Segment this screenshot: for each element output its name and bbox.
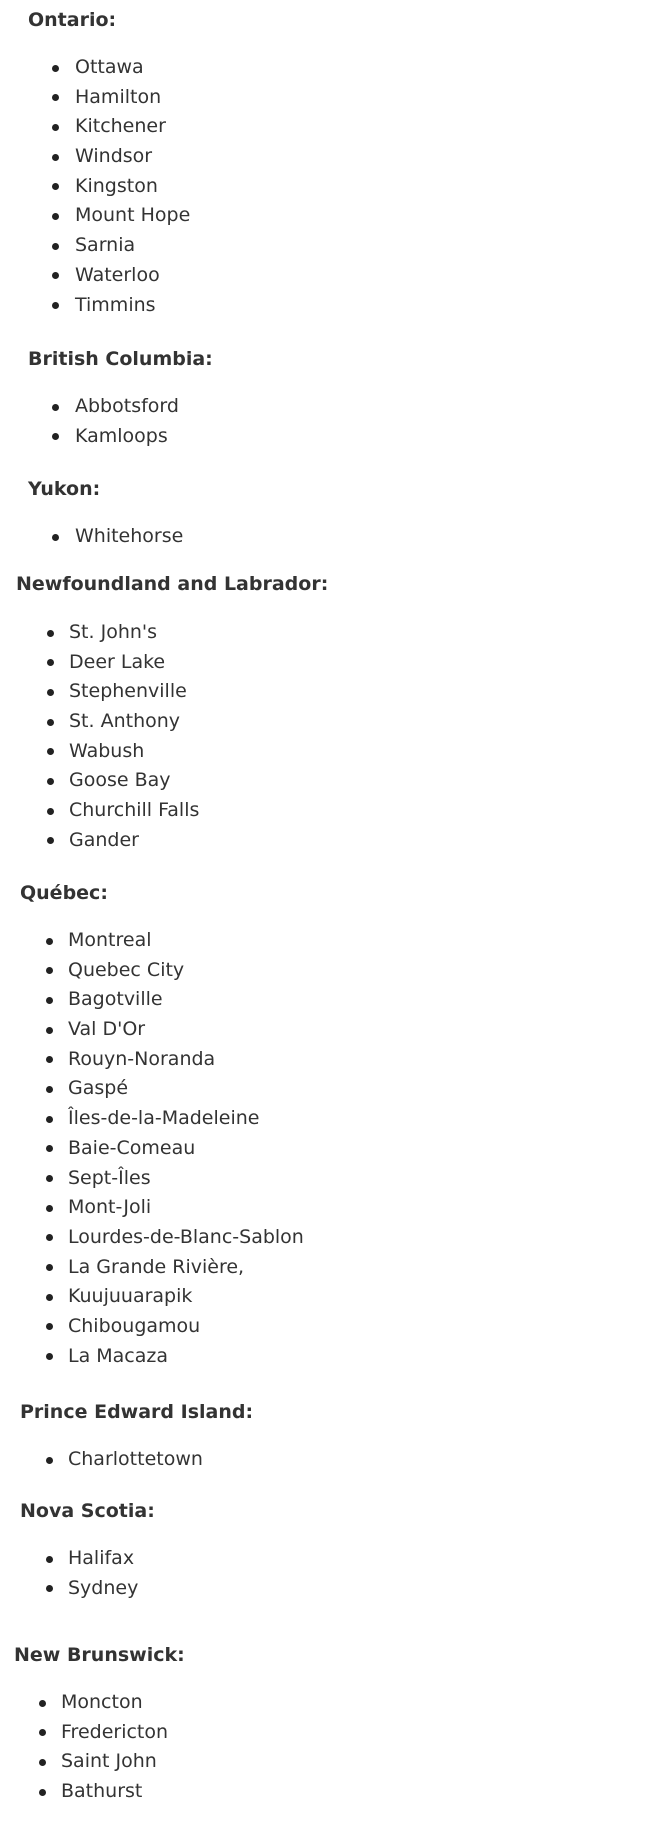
bullet-icon	[47, 837, 54, 844]
bullet-icon	[52, 94, 59, 101]
bullet-icon	[46, 1294, 53, 1301]
bullet-icon	[46, 1175, 53, 1182]
bullet-icon	[47, 659, 54, 666]
bullet-icon	[46, 1027, 53, 1034]
bullet-icon	[47, 719, 54, 726]
bullet-icon	[52, 124, 59, 131]
bullet-icon	[46, 1585, 53, 1592]
province-heading: Newfoundland and Labrador:	[16, 573, 329, 595]
bullet-icon	[52, 154, 59, 161]
bullet-icon	[46, 1145, 53, 1152]
bullet-icon	[46, 1353, 53, 1360]
province-heading: British Columbia:	[28, 348, 213, 370]
bullet-icon	[46, 1116, 53, 1123]
bullet-icon	[46, 1457, 53, 1464]
bullet-icon	[52, 272, 59, 279]
bullet-icon	[47, 778, 54, 785]
bullet-icon	[47, 689, 54, 696]
bullet-icon	[46, 1264, 53, 1271]
bullet-icon	[47, 630, 54, 637]
bullet-icon	[46, 1556, 53, 1563]
province-heading: Ontario:	[28, 9, 117, 31]
bullet-icon	[46, 1205, 53, 1212]
bullet-icon	[47, 748, 54, 755]
province-heading: Prince Edward Island:	[20, 1401, 254, 1423]
bullet-icon	[46, 967, 53, 974]
bullet-icon	[52, 534, 59, 541]
bullet-icon	[52, 183, 59, 190]
bullet-icon	[39, 1729, 46, 1736]
province-heading: New Brunswick:	[14, 1644, 185, 1666]
bullet-icon	[46, 997, 53, 1004]
bullet-icon	[46, 938, 53, 945]
province-heading: Nova Scotia:	[20, 1500, 155, 1522]
bullet-icon	[46, 1323, 53, 1330]
bullet-icon	[39, 1759, 46, 1766]
bullet-icon	[52, 65, 59, 72]
bullet-icon	[52, 433, 59, 440]
province-heading: Québec:	[20, 882, 108, 904]
province-heading: Yukon:	[28, 478, 101, 500]
bullet-icon	[52, 243, 59, 250]
bullet-icon	[52, 302, 59, 309]
bullet-icon	[39, 1789, 46, 1796]
bullet-icon	[39, 1700, 46, 1707]
bullet-icon	[46, 1056, 53, 1063]
bullet-icon	[52, 213, 59, 220]
bullet-icon	[47, 808, 54, 815]
bullet-icon	[46, 1234, 53, 1241]
bullet-icon	[52, 404, 59, 411]
bullet-icon	[46, 1086, 53, 1093]
